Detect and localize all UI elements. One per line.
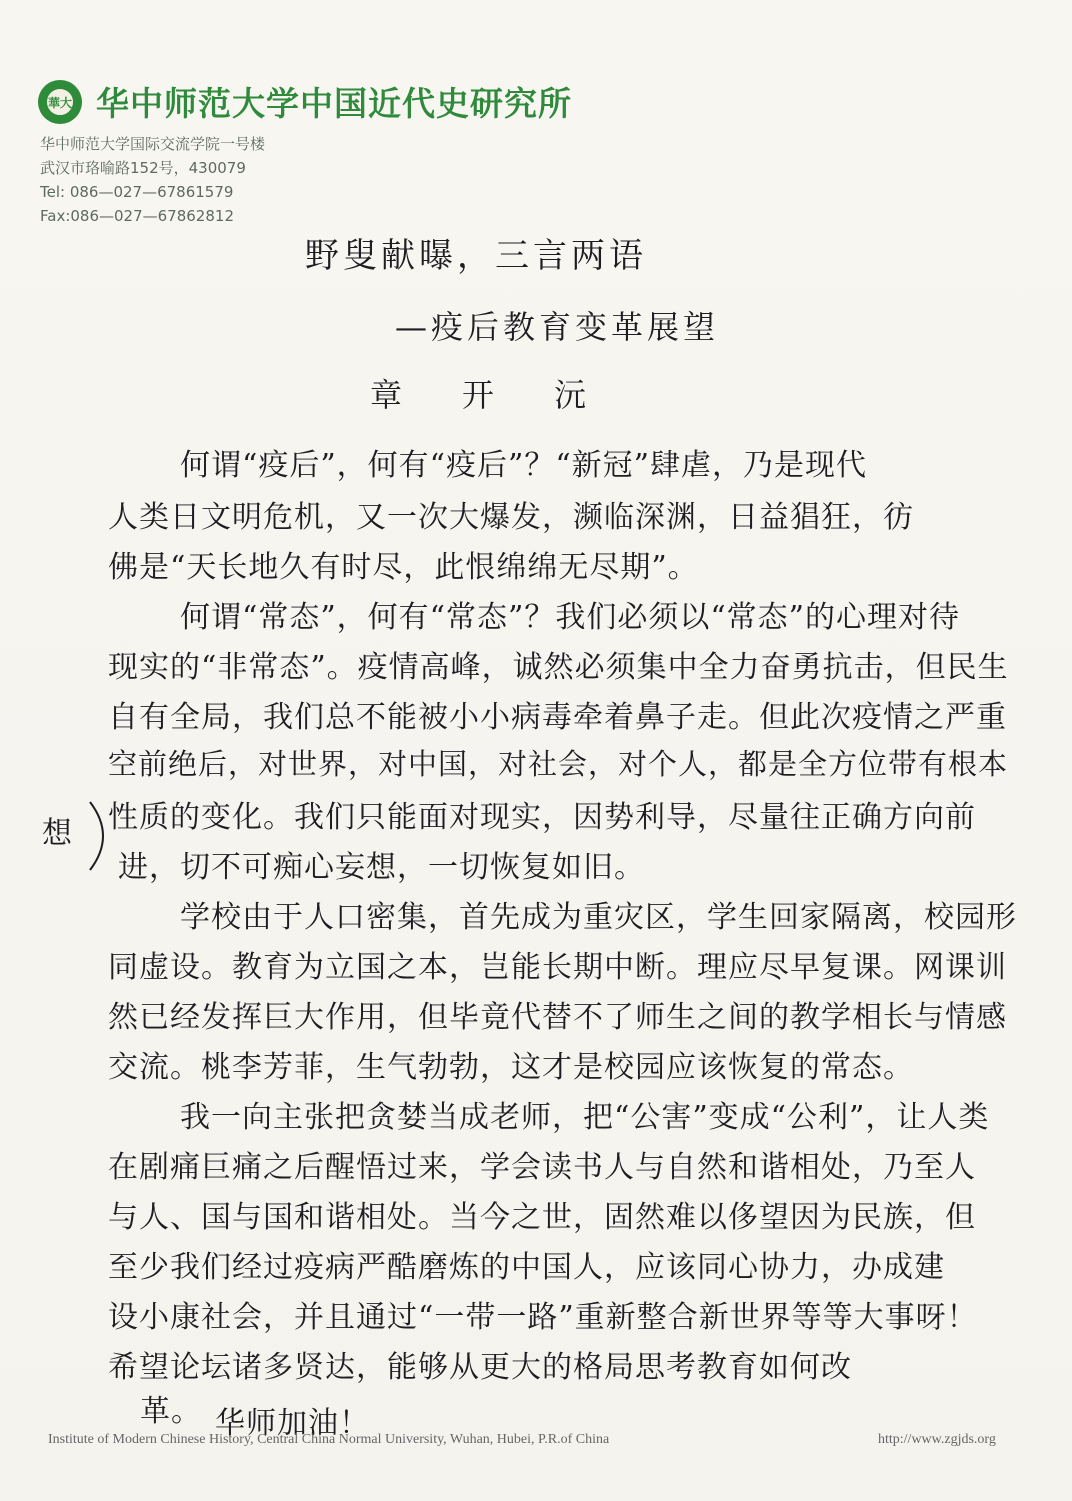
letter-line: 交流。桃李芳菲，生气勃勃，这才是校园应该恢复的常态。 [108, 1050, 914, 1085]
letter-line: 同虚设。教育为立国之本，岂能长期中断。理应尽早复课。网课训 [108, 950, 1007, 985]
letter-subtitle: —疫后教育变革展望 [395, 308, 720, 346]
letter-line: 然已经发挥巨大作用，但毕竟代替不了师生之间的教学相长与情感 [108, 1000, 1007, 1035]
letter-line: 希望论坛诸多贤达，能够从更大的格局思考教育如何改 [108, 1350, 852, 1385]
letter-line: 自有全局，我们总不能被小小病毒牵着鼻子走。但此次疫情之严重 [108, 700, 1007, 735]
margin-bracket-mark [88, 800, 118, 872]
letter-line: 空前绝后，对世界，对中国，对社会，对个人，都是全方位带有根本 [108, 747, 1009, 781]
footer-institution: Institute of Modern Chinese History, Central China Normal University, Wuhan, Hubei, P.R.of China [48, 1432, 610, 1447]
letter-line: 设小康社会，并且通过“一带一路”重新整合新世界等等大事呀！ [108, 1300, 978, 1335]
letter-line: 在剧痛巨痛之后醒悟过来，学会读书人与自然和谐相处，乃至人 [108, 1150, 976, 1185]
telephone-line: Tel: 086—027—67861579 [40, 183, 234, 201]
footer-website: http://www.zgjds.org [878, 1432, 996, 1447]
letter-line: 我一向主张把贪婪当成老师，把“公害”变成“公利”，让人类 [180, 1100, 990, 1135]
address-line: 武汉市珞喻路152号，430079 [40, 159, 246, 177]
letterhead-address [40, 132, 265, 228]
letter-signoff: 华师加油！ [215, 1406, 370, 1441]
letter-author: 章开沅 [370, 376, 647, 414]
margin-correction-note: 想 [42, 816, 72, 851]
letter-line: 进，切不可痴心妄想，一切恢复如旧。 [118, 850, 645, 885]
address-line: 华中师范大学国际交流学院一号楼 [40, 135, 266, 153]
letter-line: 革。 [140, 1394, 202, 1429]
fax-line: Fax:086—027—67862812 [40, 207, 234, 225]
letter-line: 何谓“疫后”，何有“疫后”？“新冠”肆虐，乃是现代 [180, 448, 868, 483]
letter-line: 学校由于人口密集，首先成为重灾区，学生回家隔离，校园形 [180, 900, 1017, 935]
logo-seal: 華大 [45, 87, 75, 117]
letter-line: 至少我们经过疫病严酷磨炼的中国人，应该同心协力，办成建 [108, 1250, 945, 1285]
letter-title: 野叟献曝，三言两语 [305, 236, 647, 276]
letter-line: 与人、国与国和谐相处。当今之世，固然难以侈望因为民族，但 [108, 1200, 976, 1235]
letter-line: 佛是“天长地久有时尽，此恨绵绵无尽期”。 [108, 550, 699, 585]
letter-line: 何谓“常态”，何有“常态”？我们必须以“常态”的心理对待 [180, 600, 961, 635]
letter-line: 现实的“非常态”。疫情高峰，诚然必须集中全力奋勇抗击，但民生 [108, 650, 1009, 685]
letter-line: 性质的变化。我们只能面对现实，因势利导，尽量往正确方向前 [108, 800, 976, 835]
letter-line: 人类日文明危机，又一次大爆发，濒临深渊，日益猖狂，彷 [108, 500, 914, 535]
university-logo-icon [38, 80, 82, 124]
institute-name: 华中师范大学中国近代史研究所 [96, 84, 572, 123]
